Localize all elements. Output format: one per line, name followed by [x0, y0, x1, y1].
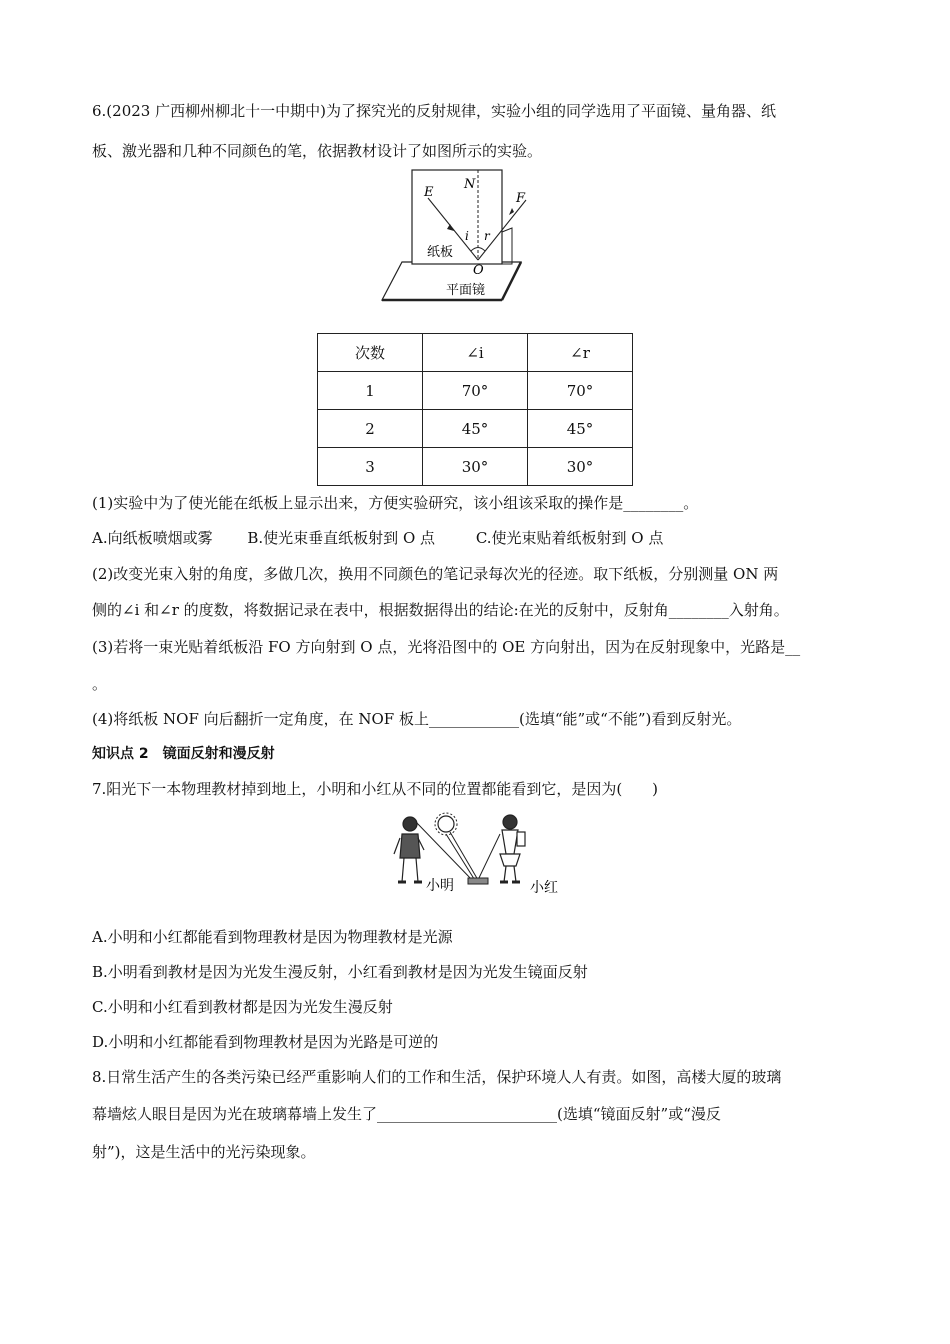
table-row: [318, 410, 633, 448]
table-row: [318, 372, 633, 410]
table-header-cell: 次数: [318, 334, 423, 372]
label-r: r: [484, 229, 490, 243]
label-N: N: [464, 177, 476, 192]
q8-line2: 幕墙炫人眼目是因为光在玻璃幕墙上发生了________________________(选填“镜面反射”或“漫反: [92, 1105, 721, 1123]
table-cell: 3: [318, 448, 423, 486]
q7-option-a: A.小明和小红都能看到物理教材是因为物理教材是光源: [92, 928, 453, 946]
q6-part3-line1: (3)若将一束光贴着纸板沿 FO 方向射到 O 点，光将沿图中的 OE 方向射出，因为在反射现象中，光路是__: [92, 638, 801, 656]
book-shape: [468, 878, 488, 884]
angle-data-table: [317, 333, 633, 486]
q6-part3-line2: 。: [92, 675, 108, 693]
table-cell: 70°: [423, 372, 528, 410]
reflection-experiment-figure: [378, 168, 524, 302]
q6-part2-line2: 侧的∠i 和∠r 的度数，将数据记录在表中，根据数据得出的结论:在光的反射中，反射角________入射角。: [92, 601, 789, 619]
q8-line1: 8.日常生活产生的各类污染已经严重影响人们的工作和生活，保护环境人人有责。如图，高楼大厦的玻璃: [92, 1068, 782, 1086]
q6-part1-options: [92, 527, 663, 549]
table-header-cell: ∠r: [528, 334, 633, 372]
q7-stem: 7.阳光下一本物理教材掉到地上，小明和小红从不同的位置都能看到它，是因为( ): [92, 780, 659, 798]
table-header-row: [318, 334, 633, 372]
girl-figure: [500, 815, 525, 882]
option-a: A.向纸板喷烟或雾: [92, 529, 213, 547]
q6-part2-line1: (2)改变光束入射的角度，多做几次，换用不同颜色的笔记录每次光的径迹。取下纸板，分别测量 ON 两: [92, 565, 779, 583]
table-cell: 70°: [528, 372, 633, 410]
table-cell: 45°: [423, 410, 528, 448]
q6-part4: (4)将纸板 NOF 向后翻折一定角度，在 NOF 板上____________(选填“能”或“不能”)看到反射光。: [92, 710, 742, 728]
table-cell: 30°: [423, 448, 528, 486]
book-to-boy-ray: [416, 822, 474, 882]
table-cell: 30°: [528, 448, 633, 486]
table-cell: 2: [318, 410, 423, 448]
table-cell: 1: [318, 372, 423, 410]
table-header-cell: ∠i: [423, 334, 528, 372]
q7-option-c: C.小明和小红看到教材都是因为光发生漫反射: [92, 998, 393, 1016]
boy-figure: [394, 817, 424, 882]
option-b: B.使光束垂直纸板射到 O 点: [247, 529, 436, 547]
label-mirror: 平面镜: [446, 283, 486, 298]
book-to-girl-ray: [478, 834, 500, 880]
label-i: i: [465, 229, 469, 243]
table-row: [318, 448, 633, 486]
q7-option-b: B.小明看到教材是因为光发生漫反射，小红看到教材是因为光发生镜面反射: [92, 963, 588, 981]
q6-part1: (1)实验中为了使光能在纸板上显示出来，方便实验研究，该小组该采取的操作是________。: [92, 494, 699, 512]
label-board: 纸板: [427, 245, 454, 260]
option-c: C.使光束贴着纸板射到 O 点: [475, 529, 664, 547]
label-O: O: [473, 263, 484, 278]
q8-line3: 射”)，这是生活中的光污染现象。: [92, 1143, 316, 1161]
label-girl: 小红: [530, 880, 558, 896]
q6-stem-line1: 6.(2023 广西柳州柳北十一中期中)为了探究光的反射规律，实验小组的同学选用了平面镜、量角器、纸: [92, 102, 776, 120]
q6-stem-line2: 板、激光器和几种不同颜色的笔，依据教材设计了如图所示的实验。: [92, 142, 543, 160]
label-boy: 小明: [426, 878, 454, 894]
q7-option-d: D.小明和小红都能看到物理教材是因为光路是可逆的: [92, 1033, 439, 1051]
section-heading: 知识点 2 镜面反射和漫反射: [92, 746, 275, 762]
table-cell: 45°: [528, 410, 633, 448]
label-E: E: [424, 185, 434, 200]
label-F: F: [516, 191, 526, 206]
diffuse-reflection-figure: [384, 810, 568, 896]
sun-icon: [435, 813, 457, 835]
